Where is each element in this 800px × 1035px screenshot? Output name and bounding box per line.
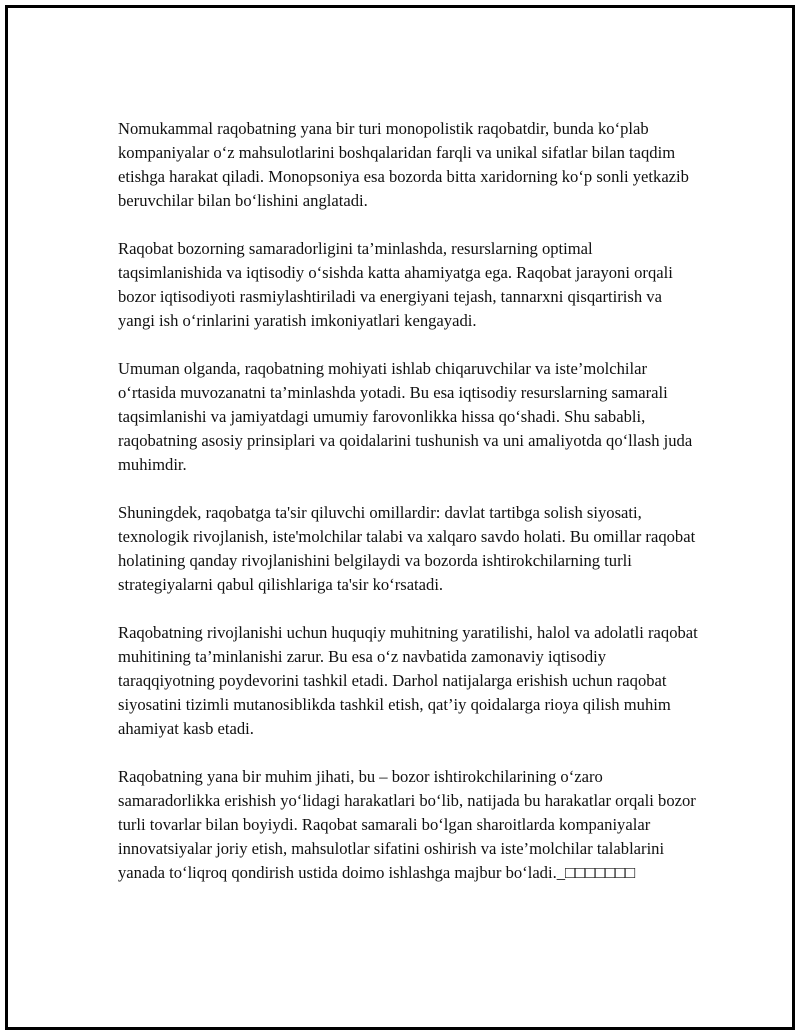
paragraph-5: Raqobatning rivojlanishi uchun huquqiy muhitning yaratilishi, halol va adolatli raqobat muhitining ta’minlanishi zarur. Bu esa o‘z navbatida zamonaviy iqtisodiy taraqqiyotning poydevorini tashkil etadi. Darhol natijalarga erishish uchun raqobat siyosatini tizimli mutanosiblikda tashkil etish, qat’iy qoidalarga rioya qilish muhim ahamiyat kasb etadi. [118, 623, 698, 738]
paragraph-2: Raqobat bozorning samaradorligini ta’minlashda, resurslarning optimal taqsimlanishida va iqtisodiy o‘sishda katta ahamiyatga ega. Raqobat jarayoni orqali bozor iqtisodiyoti rasmiylashtiriladi va energiyani tejash, tannarxni qisqartirish va yangi ish o‘rinlarini yaratish imkoniyatlari kengayadi. [118, 239, 673, 330]
paragraph-3: Umuman olganda, raqobatning mohiyati ishlab chiqaruvchilar va iste’molchilar o‘rtasida muvozanatni ta’minlashda yotadi. Bu esa iqtisodiy resurslarning samarali taqsimlanishi va jamiyatdagi umumiy farovonlikka hissa qo‘shadi. Shu sababli, raqobatning asosiy prinsiplari va qoidalarini tushunish va uni amaliyotda qo‘llash juda muhimdir. [118, 359, 693, 474]
paragraph-6: Raqobatning yana bir muhim jihati, bu – bozor ishtirokchilarining o‘zaro samaradorlikka erishish yo‘lidagi harakatlari bo‘lib, natijada bu harakatlar orqali bozor turli tovarlar bilan boyiydi. Raqobat samarali bo‘lgan sharoitlarda kompaniyalar innovatsiyalar joriy etish, mahsulotlar sifatini oshirish va iste’molchilar talablarini yanada to‘liqroq qondirish ustida doimo ishlashga majbur bo‘ladi._□□□□□□□ [118, 767, 696, 882]
paragraph-1: Nomukammal raqobatning yana bir turi monopolistik raqobatdir, bunda ko‘plab kompaniyalar o‘z mahsulotlarini boshqalaridan farqli va unikal sifatlar bilan taqdim etishga harakat qiladi. Monopsoniya esa bozorda bitta xaridorning ko‘p sonli yetkazib beruvchilar bilan bo‘lishini anglatadi. [118, 119, 689, 210]
document-body [118, 117, 698, 885]
paragraph-4: Shuningdek, raqobatga ta'sir qiluvchi omillardir: davlat tartibga solish siyosati, texnologik rivojlanish, iste'molchilar talabi va xalqaro savdo holati. Bu omillar raqobat holatining qanday rivojlanishini belgilaydi va bozorda ishtirokchilarning turli strategiyalarni qabul qilishlariga ta'sir ko‘rsatadi. [118, 503, 696, 594]
